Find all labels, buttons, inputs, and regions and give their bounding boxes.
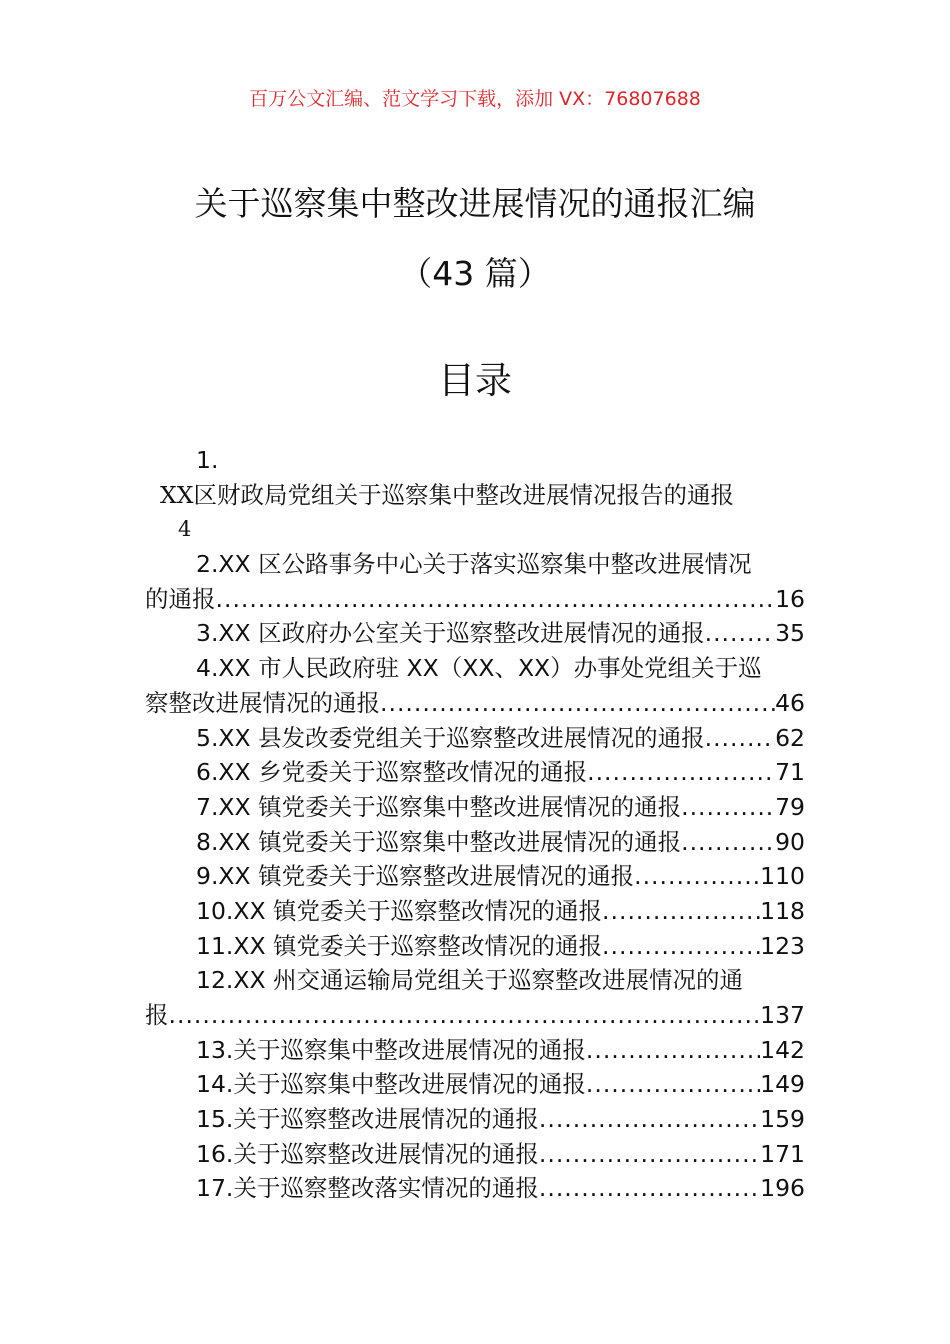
leader-dots <box>602 929 760 964</box>
leader-dots <box>587 755 775 790</box>
toc-entry-page: 196 <box>760 1174 805 1203</box>
leader-dots <box>681 825 775 860</box>
toc-entry-page: 142 <box>760 1035 805 1064</box>
toc-entry[interactable] <box>145 894 805 929</box>
download-banner: 百万公文汇编、范文学习下载，添加 VX：76807688 <box>249 88 701 110</box>
toc-entry-title: 14.关于巡察集中整改进展情况的通报 <box>196 1070 586 1099</box>
toc-entry-line2: 的通报 <box>145 584 216 613</box>
document-title: 关于巡察集中整改进展情况的通报汇编 <box>194 184 756 223</box>
toc-entry[interactable] <box>145 721 805 756</box>
toc-entry-page: 159 <box>760 1105 805 1134</box>
toc-entry[interactable] <box>145 1067 805 1102</box>
toc-entry-page: 110 <box>760 862 805 891</box>
toc-entry-page: 46 <box>775 688 805 717</box>
toc-entry-page: 71 <box>775 758 805 787</box>
leader-dots <box>216 582 776 617</box>
toc-entry-line1: 2.XX 区公路事务中心关于落实巡察集中整改进展情况 <box>196 550 752 579</box>
toc-entry-page: 123 <box>760 931 805 960</box>
toc-entry-title: 15.关于巡察整改进展情况的通报 <box>196 1105 539 1134</box>
toc-entry-line2: 察整改进展情况的通报 <box>145 688 380 717</box>
leader-dots <box>539 1102 760 1137</box>
toc-entry-title: 6.XX 乡党委关于巡察整改情况的通报 <box>196 758 588 787</box>
toc-entry[interactable] <box>145 929 805 964</box>
leader-dots <box>634 859 760 894</box>
toc-entry[interactable] <box>145 859 805 894</box>
toc-entry-title: 13.关于巡察集中整改进展情况的通报 <box>196 1035 586 1064</box>
toc-entry-line1: 12.XX 州交通运输局党组关于巡察整改进展情况的通 <box>196 966 744 995</box>
toc-entry-line1: 4.XX 市人民政府驻 XX（XX、XX）办事处党组关于巡 <box>196 654 762 683</box>
toc-entry[interactable] <box>145 616 805 651</box>
toc-entry-1-text: 区财政局党组关于巡察集中整改进展情况报告的通报 <box>193 480 734 509</box>
leader-dots <box>169 998 761 1033</box>
toc-entry[interactable] <box>145 1137 805 1172</box>
toc-entry-page: 79 <box>775 792 805 821</box>
toc-entry-title: 3.XX 区政府办公室关于巡察整改进展情况的通报 <box>196 619 705 648</box>
toc-heading: 目录 <box>438 359 512 402</box>
toc-entry[interactable] <box>145 1171 805 1206</box>
toc-entry[interactable] <box>145 963 805 1032</box>
toc-entry-1-xx: XX <box>160 480 194 509</box>
toc-entry-title: 8.XX 镇党委关于巡察集中整改进展情况的通报 <box>196 827 682 856</box>
toc-entry-1-page[interactable]: 4 <box>178 517 192 542</box>
toc-entry[interactable] <box>145 547 805 616</box>
toc-entry-page: 62 <box>775 723 805 752</box>
toc-entry-page: 118 <box>760 896 805 925</box>
toc-entry-1-title[interactable] <box>145 478 805 513</box>
leader-dots <box>681 790 775 825</box>
leader-dots <box>539 1171 760 1206</box>
toc-entry[interactable] <box>145 755 805 790</box>
toc-entry-title: 17.关于巡察整改落实情况的通报 <box>196 1174 539 1203</box>
leader-dots <box>380 686 775 721</box>
toc-entry-page: 90 <box>775 827 805 856</box>
toc-entry-page: 35 <box>775 619 805 648</box>
toc-entry[interactable] <box>145 825 805 860</box>
toc-entry-title: 7.XX 镇党委关于巡察集中整改进展情况的通报 <box>196 792 682 821</box>
toc-entry-1-number[interactable]: 1. <box>196 446 219 474</box>
leader-dots <box>586 1033 760 1068</box>
toc-entry-page: 171 <box>760 1139 805 1168</box>
toc-entry-title: 16.关于巡察整改进展情况的通报 <box>196 1139 539 1168</box>
toc-entry[interactable] <box>145 1033 805 1068</box>
toc-entry-page: 16 <box>775 584 805 613</box>
table-of-contents <box>145 443 805 1206</box>
toc-entry-title: 5.XX 县发改委党组关于巡察整改进展情况的通报 <box>196 723 705 752</box>
toc-entry-title: 10.XX 镇党委关于巡察整改情况的通报 <box>196 896 603 925</box>
toc-entry-page: 137 <box>760 1001 805 1029</box>
toc-entry[interactable] <box>145 1102 805 1137</box>
leader-dots <box>705 616 776 651</box>
leader-dots <box>539 1137 760 1172</box>
toc-entry-line2: 报 <box>145 1001 169 1029</box>
leader-dots <box>586 1067 760 1102</box>
toc-entry-title: 9.XX 镇党委关于巡察整改进展情况的通报 <box>196 862 635 891</box>
leader-dots <box>705 721 776 756</box>
toc-entry[interactable] <box>145 790 805 825</box>
toc-entry[interactable] <box>145 651 805 720</box>
document-subtitle: （43 篇） <box>399 254 551 293</box>
toc-entry-page: 149 <box>760 1070 805 1099</box>
toc-entry-title: 11.XX 镇党委关于巡察整改情况的通报 <box>196 931 603 960</box>
leader-dots <box>602 894 760 929</box>
